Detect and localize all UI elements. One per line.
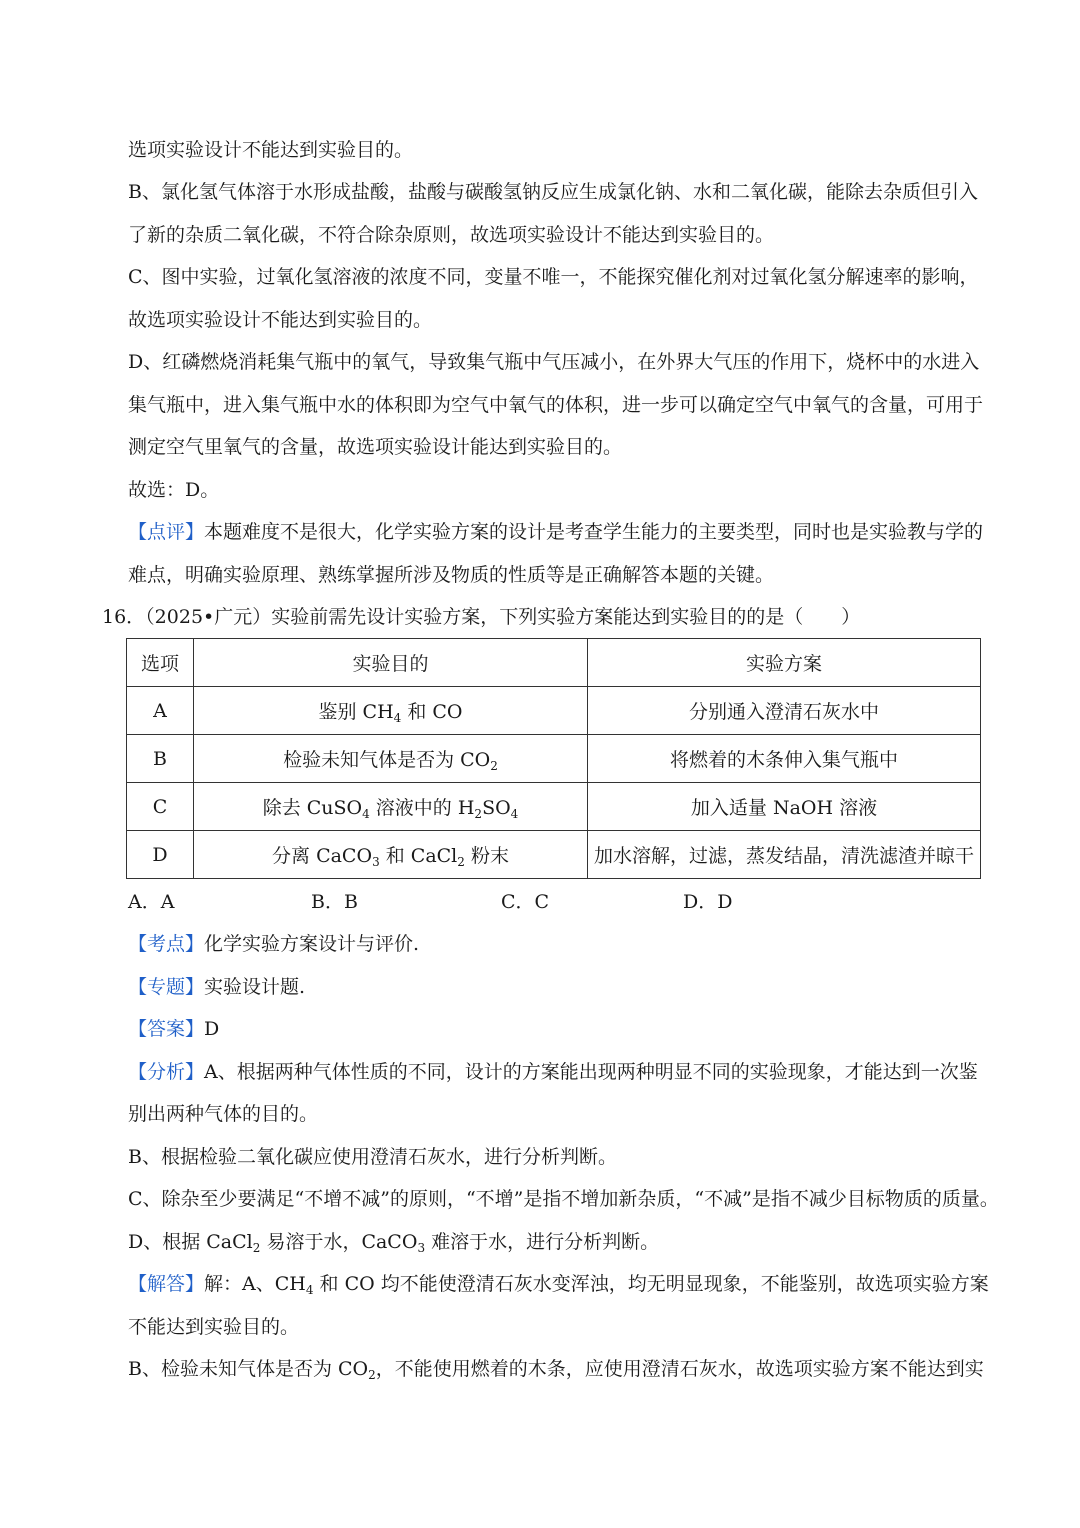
paragraph-line: C、图中实验，过氧化氢溶液的浓度不同，变量不唯一，不能探究催化剂对过氧化氢分解速率的影响， [128, 266, 979, 288]
analysis-line: B、根据检验二氧化碳应使用澄清石灰水，进行分析判断。 [128, 1146, 617, 1168]
solution-line: 不能达到实验目的。 [128, 1316, 300, 1338]
table-cell: C [127, 783, 194, 831]
comment-tag: 【点评】 [128, 521, 205, 543]
table-cell: A [127, 687, 194, 735]
table-cell: 加入适量 NaOH 溶液 [588, 783, 981, 831]
table-cell: 加水溶解，过滤，蒸发结晶，清洗滤渣并晾干 [588, 831, 981, 879]
table-cell: 检验未知气体是否为 $CO_2$ [194, 735, 588, 783]
zhuanti-tag: 【专题】 [128, 976, 205, 998]
comment-line: 难点，明确实验原理、熟练掌握所涉及物质的性质等是正确解答本题的关键。 [128, 564, 775, 586]
table-row [127, 831, 981, 879]
table-row [127, 735, 981, 783]
paragraph-line: 选项实验设计不能达到实验目的。 [128, 139, 414, 161]
paragraph-line: 了新的杂质二氧化碳，不符合除杂原则，故选项实验设计不能达到实验目的。 [128, 224, 775, 246]
table-header-row [127, 639, 981, 687]
kaodian-tag: 【考点】 [128, 933, 205, 955]
options-table [126, 638, 981, 879]
table-cell: 分离 CaCO$_3$ 和 CaCl$_2$ 粉末 [194, 831, 588, 879]
analysis-line: D、根据 CaCl$_2$ 易溶于水，CaCO$_3$ 难溶于水，进行分析判断。 [128, 1231, 660, 1255]
answer-option: C．C [501, 891, 550, 913]
table-header: 选项 [127, 639, 194, 687]
paragraph-line: 测定空气里氧气的含量，故选项实验设计能达到实验目的。 [128, 436, 623, 458]
answer-tag: 【答案】 [128, 1018, 205, 1040]
paragraph-line: 故选：D。 [128, 479, 220, 501]
table-row [127, 687, 981, 735]
paragraph-line: D、红磷燃烧消耗集气瓶中的氧气，导致集气瓶中气压减小，在外界大气压的作用下，烧杯中的水进入 [128, 351, 980, 373]
zhuanti-line: 【专题】实验设计题. [128, 976, 306, 998]
table-cell: B [127, 735, 194, 783]
question-stem: 16．（2025•广元）实验前需先设计实验方案，下列实验方案能达到实验目的的是（ ） [102, 606, 861, 628]
paragraph-line: 故选项实验设计不能达到实验目的。 [128, 309, 433, 331]
answer-option: D．D [683, 891, 733, 913]
solution-tag: 【解答】 [128, 1273, 205, 1295]
analysis-line: 别出两种气体的目的。 [128, 1103, 319, 1125]
answer-option: B．B [311, 891, 358, 913]
table-cell: 鉴别 $CH_4$ 和 CO [194, 687, 588, 735]
table-cell: 将燃着的木条伸入集气瓶中 [588, 735, 981, 783]
table-header: 实验目的 [194, 639, 588, 687]
solution-line: 【解答】解：A、$CH_4$ 和 CO 均不能使澄清石灰水变浑浊，均无明显现象，不能鉴别，故选项实验方案 [128, 1273, 989, 1297]
paragraph-line: B、氯化氢气体溶于水形成盐酸，盐酸与碳酸氢钠反应生成氯化钠、水和二氧化碳，能除去杂质但引入 [128, 181, 978, 203]
table-cell: 除去 CuSO$_4$ 溶液中的 $H_2SO_4$ [194, 783, 588, 831]
analysis-tag: 【分析】 [128, 1061, 205, 1083]
comment-text: 本题难度不是很大，化学实验方案的设计是考查学生能力的主要类型，同时也是实验教与学的 [204, 521, 984, 543]
table-row [127, 783, 981, 831]
answer-line: 【答案】D [128, 1018, 220, 1040]
paragraph-line: 集气瓶中，进入集气瓶中水的体积即为空气中氧气的体积，进一步可以确定空气中氧气的含量，可用于 [128, 394, 984, 416]
answer-option: A．A [128, 891, 175, 913]
comment-line [128, 520, 983, 544]
table-header: 实验方案 [588, 639, 981, 687]
analysis-line: C、除杂至少要满足“不增不减”的原则，“不增”是指不增加新杂质，“不减”是指不减少目标物质的质量。 [128, 1188, 999, 1210]
solution-line: B、检验未知气体是否为 $CO_2$，不能使用燃着的木条，应使用澄清石灰水，故选项实验方案不能达到实 [128, 1358, 984, 1382]
kaodian-line: 【考点】化学实验方案设计与评价. [128, 933, 420, 955]
table-cell: 分别通入澄清石灰水中 [588, 687, 981, 735]
analysis-line: 【分析】A、根据两种气体性质的不同，设计的方案能出现两种明显不同的实验现象，才能达到一次鉴 [128, 1061, 978, 1083]
table-cell: D [127, 831, 194, 879]
